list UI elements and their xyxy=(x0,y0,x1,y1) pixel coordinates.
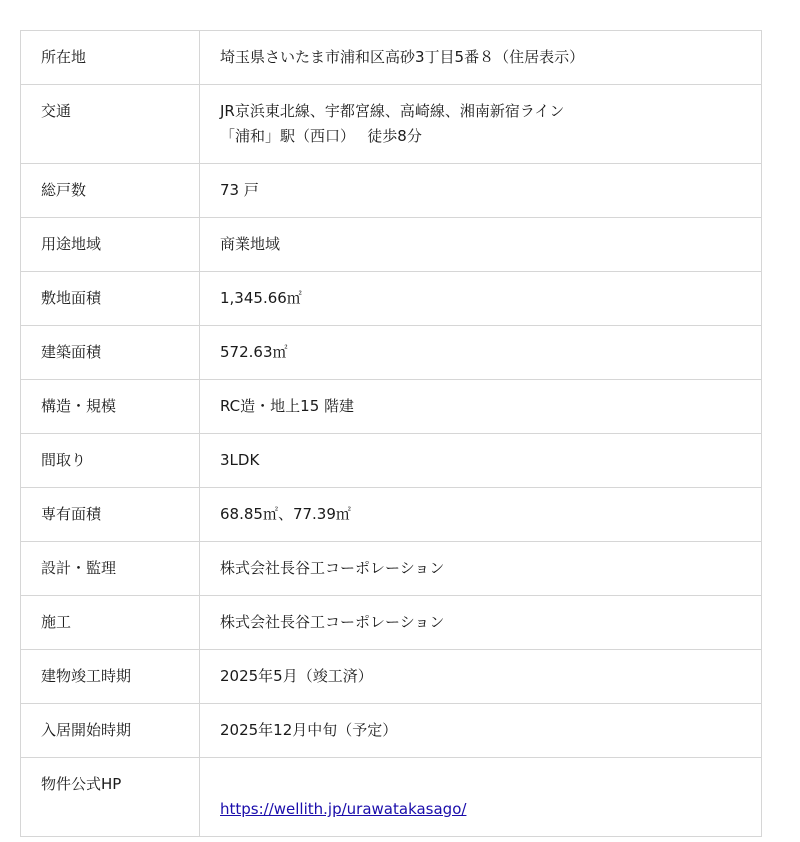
spec-row-transport xyxy=(21,85,762,164)
row-label: 交通 xyxy=(21,85,200,164)
row-label: 総戸数 xyxy=(21,164,200,218)
row-value: 埼玉県さいたま市浦和区高砂3丁目5番８（住居表示） xyxy=(220,48,585,66)
property-spec-table xyxy=(20,30,762,837)
spec-row-zoning xyxy=(21,218,762,272)
spec-row-construction xyxy=(21,596,762,650)
row-label: 用途地域 xyxy=(21,218,200,272)
spec-row-location xyxy=(21,31,762,85)
row-label: 敷地面積 xyxy=(21,272,200,326)
row-value: 73 戸 xyxy=(200,164,762,218)
row-label: 専有面積 xyxy=(21,488,200,542)
row-value: 株式会社長谷工コーポレーション xyxy=(200,542,762,596)
row-label: 建築面積 xyxy=(21,326,200,380)
row-value: 1,345.66㎡ xyxy=(200,272,762,326)
spec-row-floor-area xyxy=(21,488,762,542)
spec-row-floor-plan xyxy=(21,434,762,488)
spec-row-official-site xyxy=(21,758,762,837)
row-label: 間取り xyxy=(21,434,200,488)
row-label: 建物竣工時期 xyxy=(21,650,200,704)
spec-row-design xyxy=(21,542,762,596)
row-label: 物件公式HP xyxy=(21,758,200,837)
spec-row-move-in xyxy=(21,704,762,758)
spec-row-building-area xyxy=(21,326,762,380)
row-value: 2025年5月（竣工済） xyxy=(200,650,762,704)
official-site-link[interactable]: https://wellith.jp/urawatakasago/ xyxy=(220,800,467,818)
row-value: JR京浜東北線、宇都宮線、高崎線、湘南新宿ライン 「浦和」駅（西口） 徒歩8分 xyxy=(200,85,762,164)
row-value xyxy=(200,758,762,837)
spec-row-total-units xyxy=(21,164,762,218)
row-value: 68.85㎡、77.39㎡ xyxy=(200,488,762,542)
row-label: 構造・規模 xyxy=(21,380,200,434)
row-label: 設計・監理 xyxy=(21,542,200,596)
row-value: 商業地域 xyxy=(200,218,762,272)
row-value: 2025年12月中旬（予定） xyxy=(200,704,762,758)
spec-row-site-area xyxy=(21,272,762,326)
row-value: 572.63㎡ xyxy=(200,326,762,380)
spec-row-structure xyxy=(21,380,762,434)
spec-row-completion xyxy=(21,650,762,704)
row-value: 3LDK xyxy=(200,434,762,488)
row-label: 所在地 xyxy=(21,31,200,85)
row-label: 入居開始時期 xyxy=(21,704,200,758)
row-value: 株式会社長谷工コーポレーション xyxy=(200,596,762,650)
row-value: RC造・地上15 階建 xyxy=(200,380,762,434)
row-label: 施工 xyxy=(21,596,200,650)
